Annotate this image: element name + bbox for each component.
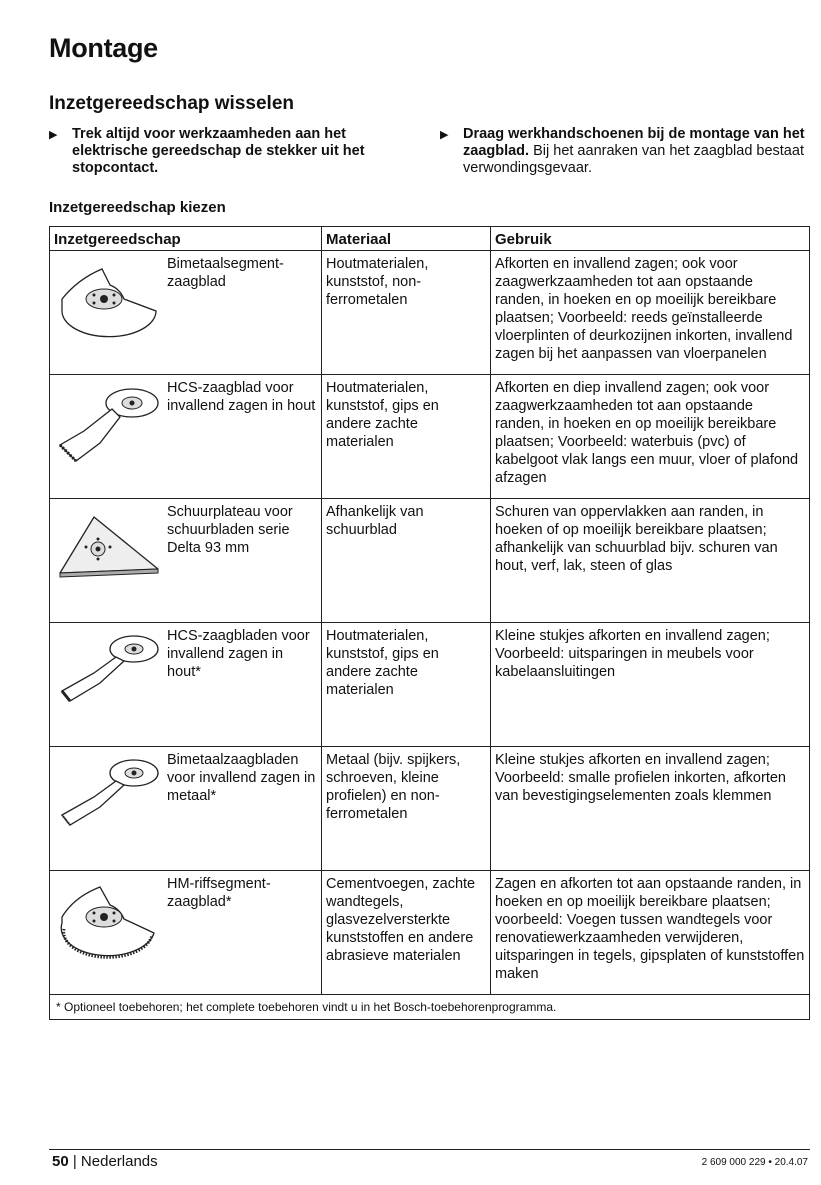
use-cell: Kleine stukjes afkorten en invallend zagen; Voorbeeld: uitsparingen in meubels voor kabelaansluitingen — [491, 623, 810, 747]
tool-name: HM-riffsegment-zaagblad* — [167, 876, 271, 910]
header-tool: Inzetgereedschap — [50, 227, 322, 251]
table-row — [50, 747, 810, 871]
header-material: Materiaal — [322, 227, 491, 251]
material-cell: Houtmaterialen, kunststof, gips en andere zachte materialen — [322, 375, 491, 499]
warning-gloves-bold: Draag werkhandschoenen bij de montage van het zaagblad. — [463, 126, 805, 159]
table-row — [50, 499, 810, 623]
plunge-saw-blade-icon — [54, 383, 164, 463]
table-row — [50, 871, 810, 995]
table-row — [50, 375, 810, 499]
material-cell: Cementvoegen, zachte wandtegels, glasvezelversterkte kunststoffen en andere abrasieve materialen — [322, 871, 491, 995]
bullet-arrow-icon: ▶ — [49, 129, 58, 141]
table-row — [50, 623, 810, 747]
document-number: 2 609 000 229 • 20.4.07 — [701, 1157, 808, 1168]
material-cell: Houtmaterialen, kunststof, non-ferrometalen — [322, 251, 491, 375]
use-cell: Afkorten en invallend zagen; ook voor zaagwerkzaamheden tot aan opstaande randen, in hoeken en op moeilijk bereikbare plaatsen; Voorbeeld: reeds geïnstalleerde vloerplinten of deurkozijnen inkorten, invallend zagen bij het aanpassen van vloerpanelen — [491, 251, 810, 375]
material-cell: Houtmaterialen, kunststof, gips en andere zachte materialen — [322, 623, 491, 747]
use-cell: Schuren van oppervlakken aan randen, in hoeken of op moeilijk bereikbare plaatsen; afhankelijk van schuurblad bijv. schuren van hout, verf, lak, steen of glas — [491, 499, 810, 623]
header-use: Gebruik — [491, 227, 810, 251]
table-title: Inzetgereedschap kiezen — [49, 199, 226, 216]
material-cell: Metaal (bijv. spijkers, schroeven, kleine profielen) en non-ferrometalen — [322, 747, 491, 871]
warning-gloves-normal: Bij het aanraken van het zaagblad bestaat verwondingsgevaar. — [463, 143, 804, 176]
table-footnote: * Optioneel toebehoren; het complete toebehoren vindt u in het Bosch-toebehorenprogramma. — [50, 995, 810, 1020]
tool-name: Schuurplateau voor schuurbladen serie Delta 93 mm — [167, 504, 293, 556]
bullet-arrow-icon: ▶ — [440, 129, 449, 141]
metal-plunge-blade-icon — [54, 755, 164, 835]
warning-gloves — [440, 126, 812, 177]
table-footnote-row — [50, 995, 810, 1020]
segment-saw-blade-icon — [54, 259, 164, 339]
table-row — [50, 251, 810, 375]
table-header-row — [50, 227, 810, 251]
narrow-plunge-blade-icon — [54, 631, 164, 711]
footer-divider — [49, 1149, 810, 1150]
sanding-pad-icon — [54, 507, 164, 587]
footer-language: Nederlands — [80, 1153, 158, 1170]
tool-name: HCS-zaagbladen voor invallend zagen in hout* — [167, 628, 310, 680]
page-title: Montage — [49, 33, 158, 63]
section-subtitle: Inzetgereedschap wisselen — [49, 93, 294, 114]
page-footer: 50 | Nederlands — [52, 1153, 158, 1170]
warning-unplug-bold: Trek altijd voor werkzaamheden aan het elektrische gereedschap de stekker uit het stopcontact. — [72, 126, 365, 176]
warning-unplug — [49, 126, 421, 177]
tool-name: Bimetaalzaagbladen voor invallend zagen in metaal* — [167, 752, 316, 804]
material-cell: Afhankelijk van schuurblad — [322, 499, 491, 623]
tool-name: HCS-zaagblad voor invallend zagen in hout — [167, 380, 316, 414]
carbide-segment-blade-icon — [54, 879, 164, 959]
use-cell: Kleine stukjes afkorten en invallend zagen; Voorbeeld: smalle profielen inkorten, afkorten van bevestigingselementen zoals klemmen — [491, 747, 810, 871]
use-cell: Zagen en afkorten tot aan opstaande randen, in hoeken en op moeilijk bereikbare plaatsen; voorbeeld: Voegen tussen wandtegels voor renovatiewerkzaamheden verwijderen, uitsparingen in tegels, gipsplaten of kunststoffen maken — [491, 871, 810, 995]
use-cell: Afkorten en diep invallend zagen; ook voor zaagwerkzaamheden tot aan opstaande randen, in hoeken en op moeilijk bereikbare plaatsen; Voorbeeld: waterbuis (pvc) of kabelgoot vlak langs een muur, vloer of plafond afzagen — [491, 375, 810, 499]
page-number: 50 — [52, 1153, 69, 1170]
tool-name: Bimetaalsegment-zaagblad — [167, 256, 284, 290]
tool-selection-table — [49, 226, 810, 1020]
